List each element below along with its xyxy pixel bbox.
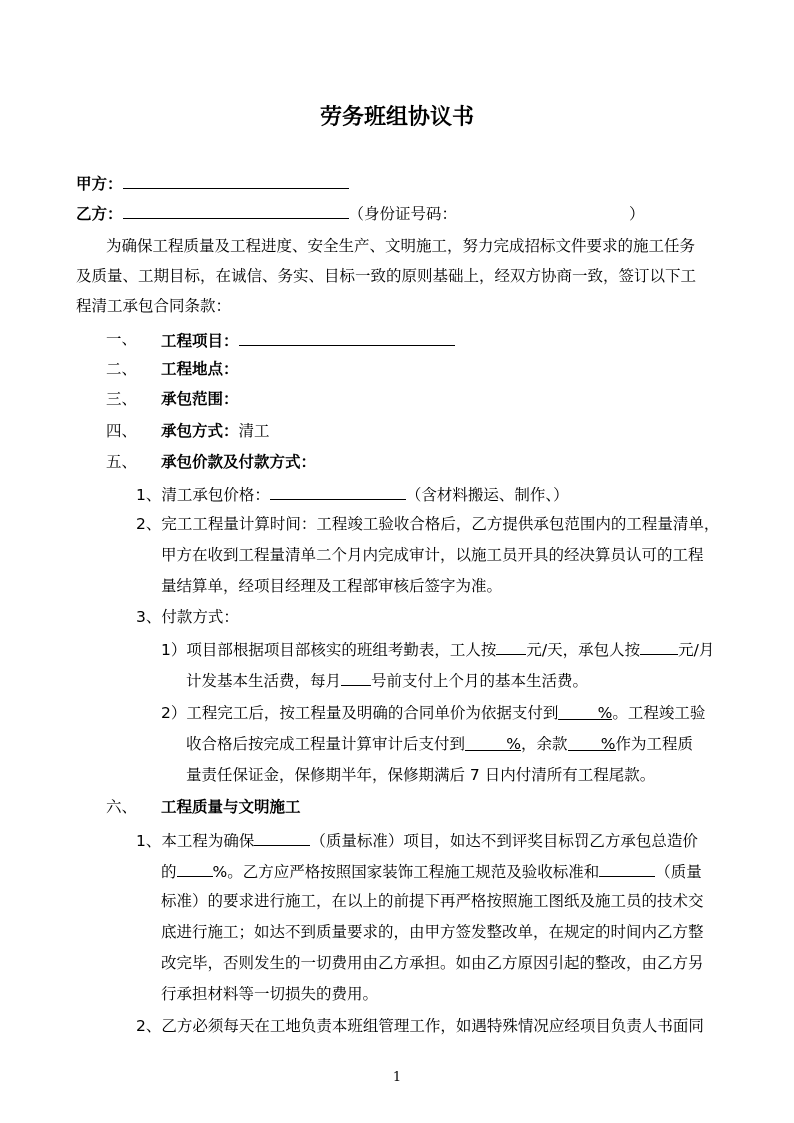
s5-item-1-label: 1、清工承包价格： xyxy=(136,486,270,504)
section-5-label: 承包价款及付款方式： xyxy=(161,453,317,471)
payment-clause-2-text-d: ，余款 xyxy=(521,735,568,753)
penalty-pct-blank xyxy=(177,860,213,877)
daily-wage-blank xyxy=(496,638,526,655)
payment-pct-2-blank xyxy=(465,734,521,751)
quality-standard-blank-2 xyxy=(599,860,655,877)
section-3-label: 承包范围： xyxy=(161,390,239,408)
party-b-blank xyxy=(123,202,349,219)
page-number: 1 xyxy=(392,1070,402,1085)
payment-clause-1-text-d: 计发基本生活费，每月 xyxy=(186,672,342,690)
project-blank xyxy=(239,329,455,346)
s6-item-1-text-c: 的 xyxy=(161,863,177,881)
section-6-label: 工程质量与文明施工 xyxy=(161,798,301,816)
party-b-line xyxy=(76,202,645,224)
s5-item-3: 3、付款方式： xyxy=(136,608,239,626)
payment-clause-2-line-1 xyxy=(161,703,705,723)
id-number-close: ） xyxy=(629,205,645,223)
s6-item-2-line-1: 2、乙方必须每天在工地负责本班组管理工作，如遇特殊情况应经项目负责人书面同 xyxy=(136,1017,704,1035)
section-1-label: 工程项目： xyxy=(161,332,239,350)
payment-clause-2-line-3: 量责任保证金，保修期半年，保修期满后 7 日内付清所有工程尾款。 xyxy=(186,766,656,784)
payment-clause-1-text-a: 1）项目部根据项目部核实的班组考勤表，工人按 xyxy=(161,641,497,659)
price-blank xyxy=(270,483,406,500)
id-number-label: （身份证号码： xyxy=(348,205,458,223)
party-a-line xyxy=(76,172,349,194)
s5-item-2-line-2: 甲方在收到工程量清单二个月内完成审计，以施工员开具的经决算员认可的工程 xyxy=(161,546,704,564)
s6-item-1-line-6: 行承担材料等一切损失的费用。 xyxy=(161,985,379,1003)
section-2-num: 二、 xyxy=(106,360,138,378)
payment-pct-2-sign: % xyxy=(506,735,522,753)
quality-standard-blank-1 xyxy=(254,829,310,846)
section-4-num: 四、 xyxy=(106,422,138,440)
payment-clause-1-text-b: 元/天，承包人按 xyxy=(526,641,641,659)
s6-item-1-line-5: 改完毕，否则发生的一切费用由乙方承担。如由乙方原因引起的整改，由乙方另 xyxy=(161,954,704,972)
payment-clause-2-text-a: 2）工程完工后，按工程量及明确的合同单价为依据支付到 xyxy=(161,704,559,722)
intro-line-2: 及质量、工期目标，在诚信、务实、目标一致的原则基础上，经双方协商一致，签订以下工 xyxy=(76,267,697,285)
s6-item-1-line-3: 标准）的要求进行施工，在以上的前提下再严格按照施工图纸及施工员的技术交 xyxy=(161,892,704,910)
payment-clause-2-text-b: 。工程竣工验 xyxy=(612,704,706,722)
party-a-blank xyxy=(123,172,349,189)
payment-pct-1-blank xyxy=(558,703,612,720)
retention-pct-blank xyxy=(568,734,616,751)
section-2-label: 工程地点： xyxy=(161,360,239,378)
s6-item-1-line-1 xyxy=(136,829,698,851)
pay-day-blank xyxy=(341,669,371,686)
s6-item-1-text-e: （质量 xyxy=(655,863,702,881)
section-6-num: 六、 xyxy=(106,798,138,816)
retention-pct-sign: % xyxy=(600,735,616,753)
s6-item-1-text-a: 1、本工程为确保 xyxy=(136,832,255,850)
payment-clause-2-text-e: 作为工程质 xyxy=(615,735,694,753)
party-a-label: 甲方： xyxy=(76,175,123,193)
payment-clause-1-text-e: 号前支付上个月的基本生活费。 xyxy=(371,672,589,690)
s6-item-1-text-b: （质量标准）项目，如达不到评奖目标罚乙方承包总造价 xyxy=(310,832,698,850)
payment-clause-2-text-c: 收合格后按完成工程量计算审计后支付到 xyxy=(186,735,466,753)
payment-clause-2-line-2 xyxy=(186,734,693,754)
section-4-line xyxy=(161,421,270,441)
section-1-line xyxy=(161,329,455,351)
s5-item-2-line-1: 2、完工工程量计算时间：工程竣工验收合格后，乙方提供承包范围内的工程量清单， xyxy=(136,515,720,533)
section-3-num: 三、 xyxy=(106,390,138,408)
s6-item-1-line-4: 底进行施工；如达不到质量要求的，由甲方签发整改单，在规定的时间内乙方整 xyxy=(161,923,704,941)
intro-line-3: 程清工承包合同条款： xyxy=(76,297,232,315)
section-5-num: 五、 xyxy=(106,453,138,471)
payment-clause-1-line-2 xyxy=(186,669,588,691)
section-4-value: 清工 xyxy=(238,422,270,440)
section-1-num: 一、 xyxy=(106,330,138,348)
s5-item-1-note: （含材料搬运、制作、） xyxy=(405,486,569,504)
payment-clause-1-line-1 xyxy=(161,638,714,660)
document-title: 劳务班组协议书 xyxy=(319,104,474,130)
s6-item-1-text-d: %。乙方应严格按照国家装饰工程施工规范及验收标准和 xyxy=(212,863,600,881)
payment-pct-1-sign: % xyxy=(597,704,613,722)
payment-clause-1-text-c: 元/月 xyxy=(678,641,715,659)
s5-item-2-line-3: 量结算单，经项目经理及工程部审核后签字为准。 xyxy=(161,577,503,595)
s5-item-1-line xyxy=(136,483,569,505)
intro-line-1: 为确保工程质量及工程进度、安全生产、文明施工，努力完成招标文件要求的施工任务 xyxy=(106,237,696,255)
s6-item-1-line-2 xyxy=(161,860,702,882)
party-b-label: 乙方： xyxy=(76,205,123,223)
section-4-label: 承包方式： xyxy=(161,422,239,440)
monthly-wage-blank xyxy=(640,638,678,655)
